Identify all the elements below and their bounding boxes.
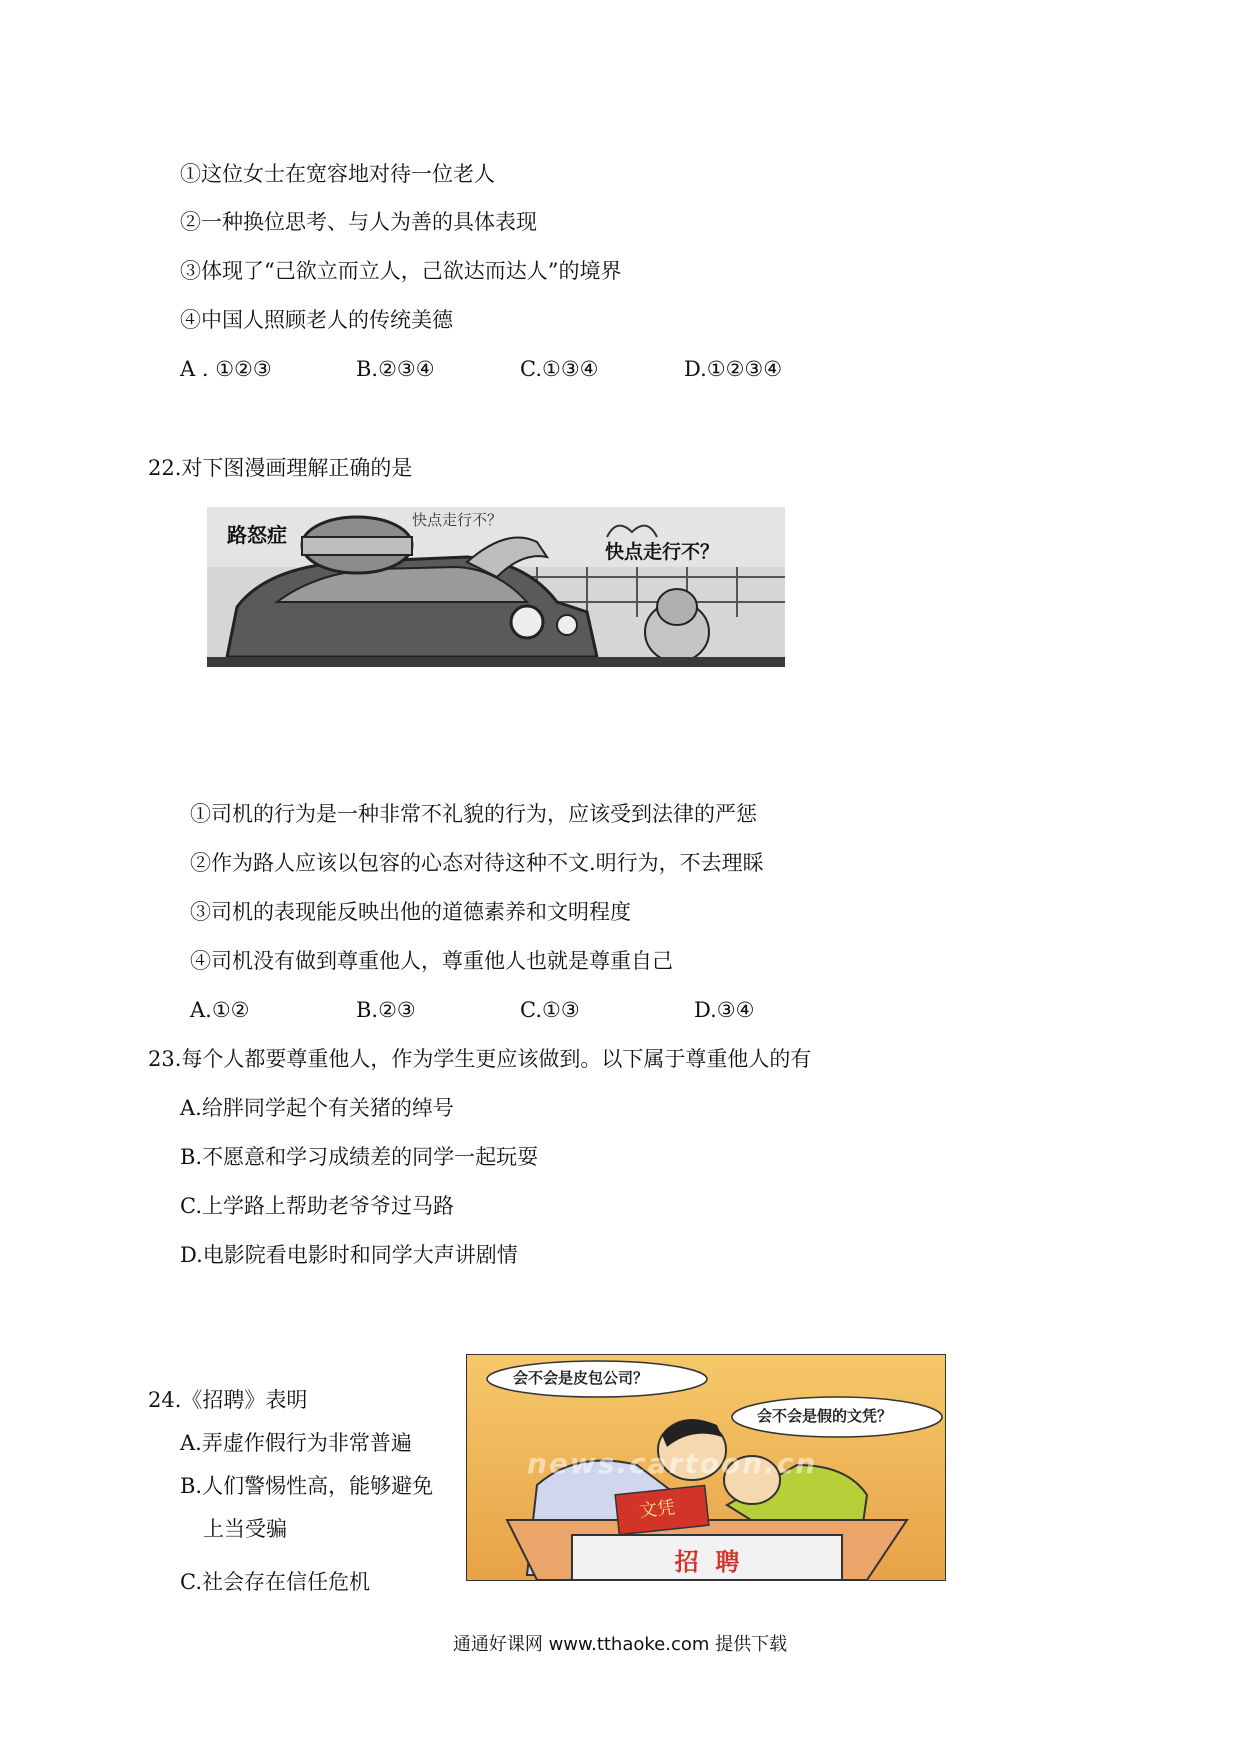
q22-stem: 22.对下图漫画理解正确的是 [148,456,413,480]
q24-stem: 24.《招聘》表明 [148,1388,308,1412]
road-rage-cartoon-art [207,507,785,667]
q24-option-b: B.人们警惕性高，能够避免 [180,1474,434,1498]
page-footer: 通通好课网 www.tthaoke.com 提供下载 [452,1634,788,1655]
q21-option-b: B.②③④ [356,357,435,381]
q21-statement-4: ④中国人照顾老人的传统美德 [180,308,453,332]
q22-option-a: A.①② [190,998,250,1022]
q24-option-c: C.社会存在信任危机 [180,1570,370,1594]
q22-statement-2: ②作为路人应该以包容的心态对待这种不文.明行为，不去理睬 [190,851,764,875]
q23-option-c: C.上学路上帮助老爷爷过马路 [180,1194,454,1218]
q21-option-c: C.①③④ [520,357,599,381]
q21-statement-1: ①这位女士在宽容地对待一位老人 [180,162,495,186]
q22-statement-4: ④司机没有做到尊重他人，尊重他人也就是尊重自己 [190,949,673,973]
q21-statement-3: ③体现了“己欲立而立人，己欲达而达人”的境界 [180,259,622,283]
q22-option-b: B.②③ [356,998,416,1022]
q22-statement-3: ③司机的表现能反映出他的道德素养和文明程度 [190,900,631,924]
road-rage-title: 路怒症 [227,523,287,547]
q23-option-b: B.不愿意和学习成绩差的同学一起玩耍 [180,1145,539,1169]
recruitment-bubble-1: 会不会是皮包公司？ [513,1369,649,1387]
q24-option-b-cont: 上当受骗 [203,1517,287,1541]
q21-option-d: D.①②③④ [684,357,783,381]
q21-option-a: A . ①②③ [180,357,272,381]
recruitment-watermark: news.cartoon.cn [527,1447,818,1480]
recruitment-bubble-2: 会不会是假的文凭？ [757,1407,893,1425]
road-rage-top-text: 快点走行不？ [412,511,503,529]
q22-options [0,996,1240,1024]
q22-option-c: C.①③ [520,998,580,1022]
road-rage-cartoon [207,507,785,667]
q21-options [0,355,1240,383]
q22-option-d: D.③④ [694,998,755,1022]
road-rage-speech: 快点走行不？ [605,541,720,563]
recruitment-desk-sign: 招 聘 [674,1548,740,1576]
q24-option-a: A.弄虚作假行为非常普遍 [180,1431,412,1455]
q23-stem: 23.每个人都要尊重他人，作为学生更应该做到。以下属于尊重他人的有 [148,1047,812,1071]
recruitment-diploma-text: 文凭 [638,1497,677,1522]
q22-statement-1: ①司机的行为是一种非常不礼貌的行为，应该受到法律的严惩 [190,802,757,826]
recruitment-cartoon [466,1354,946,1581]
q21-statement-2: ②一种换位思考、与人为善的具体表现 [180,210,537,234]
q23-option-d: D.电影院看电影时和同学大声讲剧情 [180,1243,518,1267]
q23-option-a: A.给胖同学起个有关猪的绰号 [180,1096,454,1120]
